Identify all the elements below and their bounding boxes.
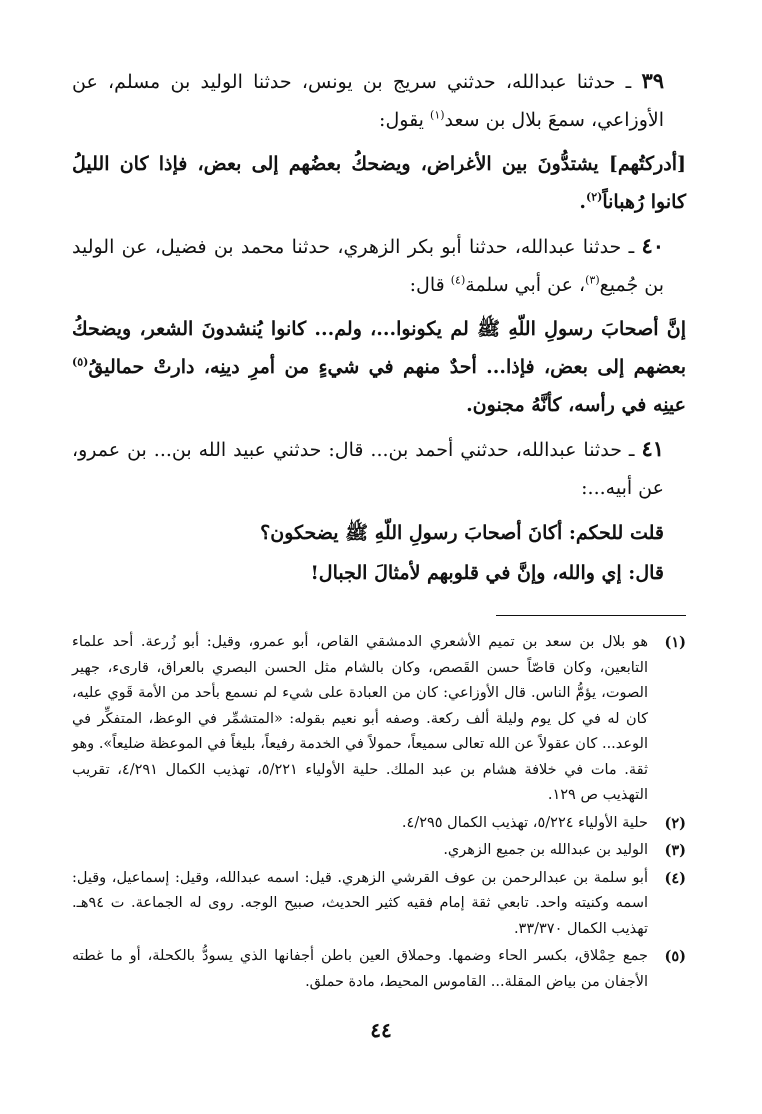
isnad-text: ـ حدثنا عبدالله، حدثني سريج بن يونس، حدثنا الوليد بن مسلم، عن الأوزاعي، سمعَ بلال بن سعد <box>72 71 664 131</box>
hadith-number: ٣٩ <box>641 68 664 93</box>
isnad-text: ، عن أبي سلمة <box>465 274 586 296</box>
hadith-39-isnad <box>72 62 686 139</box>
isnad-text: قال: <box>409 274 451 296</box>
footnote-ref[interactable]: (١) <box>430 108 445 122</box>
footnote-item <box>72 630 686 809</box>
hadith-41-answer: قال: إي والله، وإنَّ في قلوبهم لأمثالَ الجبال! <box>310 562 664 584</box>
page-body <box>72 62 686 997</box>
footnote-text: حلية الأولياء ٥/٢٢٤، تهذيب الكمال ٤/٢٩٥. <box>401 814 648 831</box>
isnad-text: ـ حدثنا عبدالله، حدثني أحمد بن... قال: حدثني عبيد الله بن... بن عمرو، عن أبيه...: <box>72 439 664 499</box>
hadith-41-isnad <box>72 430 686 507</box>
hadith-39-matn <box>72 145 686 221</box>
footnote-ref[interactable]: (٤) <box>450 273 466 287</box>
footnote-number: (٥) <box>664 948 686 965</box>
footnote-divider <box>496 615 686 616</box>
footnote-item <box>72 838 686 864</box>
footnote-item <box>72 944 686 995</box>
hadith-41-question: قلت للحكم: أكانَ أصحابَ رسولِ اللّهِ ﷺ يضحكون؟ <box>260 522 664 544</box>
footnote-ref[interactable]: (٥) <box>72 355 89 369</box>
footnote-text: الوليد بن عبدالله بن جميع الزهري. <box>443 842 648 858</box>
footnote-item <box>72 866 686 943</box>
matn-text: . <box>579 191 586 213</box>
hadith-40-matn <box>72 310 686 424</box>
footnotes <box>72 630 686 995</box>
matn-text: [أدركتُهم] يشتدُّونَ بين الأغراض، ويضحكُ بعضُهم إلى بعض، فإذا كان الليلُ كانوا رُهباناً <box>72 153 686 213</box>
isnad-text: يقول: <box>379 109 431 131</box>
footnote-number: (٤) <box>664 869 686 887</box>
footnote-text: هو بلال بن سعد بن تميم الأشعري الدمشقي القاص، أبو عمرو، وقيل: أبو زُرعة. أحد علماء التابعين، وكان قاصّاً حسن القَصص، وكان بالشام مثل الحسن البصري بالعراق، قارىء، جهير الصوت، يؤمُّ الناس. قال الأوزاعي: كان من العبادة على شيء لم نسمع بأحد من الأمة قَوي عليه، كان له في كل يوم وليلة ألف ركعة. وصفه أبو نعيم بقوله: «المتشمِّر في الوعظ، المتفكِّر في الوعد... كان عقولاً عن الله تعالى سميعاً، حمولاً في الخدمة رفيعاً، بليغاً في الموعظة ضليعاً». وهو ثقة. مات في خلافة هشام بن عبد الملك. حلية الأولياء ٥/٢٢١، تهذيب الكمال ٤/٢٩١، تقريب التهذيب ص ١٢٩. <box>72 634 648 803</box>
matn-text: إنَّ أصحابَ رسولِ اللّهِ ﷺ لم يكونوا...، ولم... كانوا يُنشدونَ الشعر، ويضحكُ بعضهم إلى بعض، فإذا... أحدٌ منهم في شيءٍ من أمرِ دينِه، دارتْ حماليقُ <box>72 318 686 378</box>
isnad-text: ـ حدثنا عبدالله، حدثنا أبو بكر الزهري، حدثنا محمد بن فضيل، عن الوليد بن جُميع <box>72 236 664 296</box>
hadith-40-isnad <box>72 227 686 304</box>
footnote-text: جمع حِمْلاق، بكسر الحاء وضمها. وحملاق العين باطن أجفانها الذي يسودُّ بالكحلة، أو ما غطته الأجفان من بياض المقلة... القاموس المحيط، مادة حملق. <box>72 948 648 990</box>
hadith-number: ٤١ <box>641 436 664 461</box>
footnote-ref[interactable]: (٢) <box>586 190 603 204</box>
footnote-number: (٢) <box>664 814 686 832</box>
page-number: ٤٤ <box>370 1018 392 1042</box>
footnote-item <box>72 811 686 837</box>
footnote-number: (٣) <box>664 842 686 859</box>
hadith-number: ٤٠ <box>641 233 664 258</box>
matn-text: عينِه في رأسه، كأنَّهُ مجنون. <box>466 394 686 416</box>
footnote-text: أبو سلمة بن عبدالرحمن بن عوف القرشي الزهري. قيل: اسمه عبدالله، وقيل: إسماعيل، وقيل: اسمه وكنيته واحد. تابعي ثقة إمام فقيه كثير الحديث، صبيح الوجه. روى له الجماعة. ت ٩٤هـ. تهذيب الكمال ٣٣/٣٧٠. <box>72 869 648 937</box>
footnote-number: (١) <box>664 634 686 651</box>
footnote-ref[interactable]: (٣) <box>585 273 600 287</box>
